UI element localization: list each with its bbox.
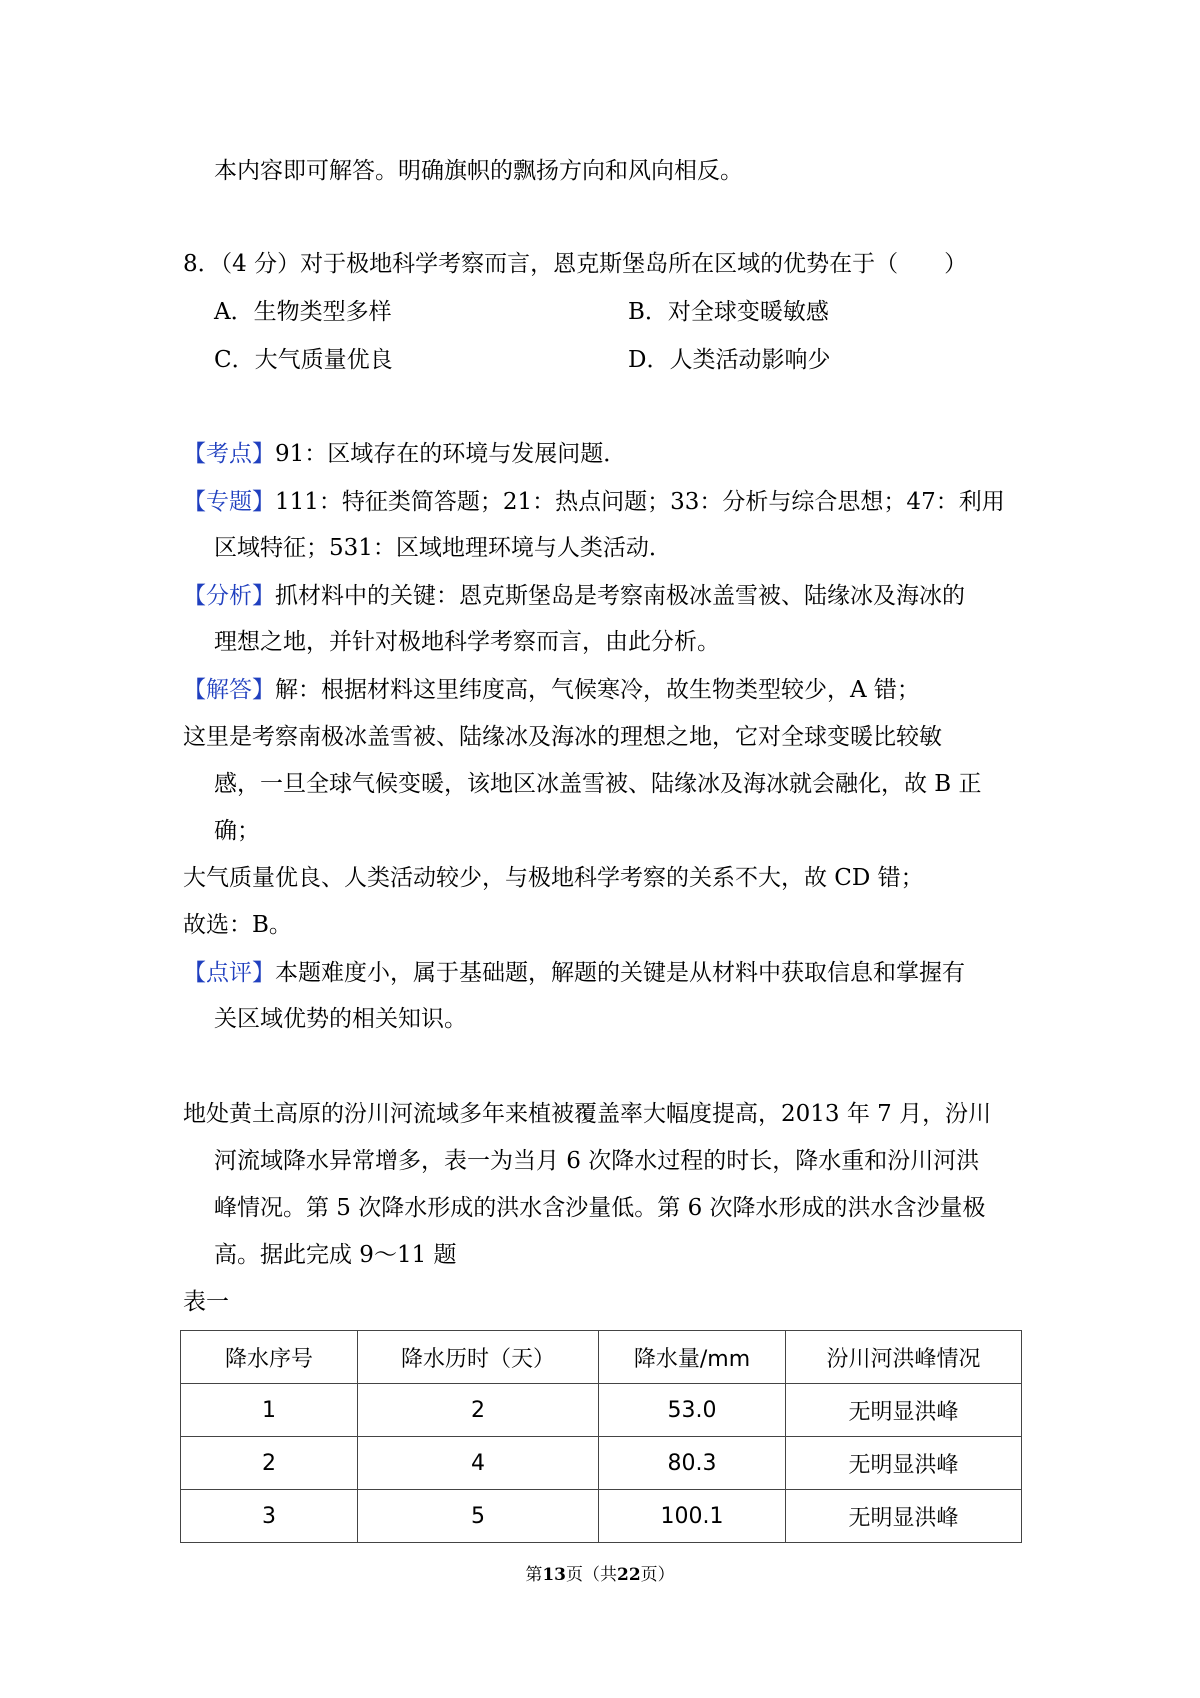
material-line-1: 地处黄土高原的汾川河流域多年来植被覆盖率大幅度提高，2013 年 7 月，汾川 xyxy=(183,1101,992,1127)
jieda-text-1: 解：根据材料这里纬度高，气候寒冷，故生物类型较少，A 错； xyxy=(275,677,920,703)
dianping-line-2: 关区域优势的相关知识。 xyxy=(214,1006,467,1032)
fenxi-line-2: 理想之地，并针对极地科学考察而言，由此分析。 xyxy=(214,629,720,655)
jieda-tag: 【解答】 xyxy=(183,677,275,703)
header-cell: 降水历时（天） xyxy=(358,1331,599,1384)
table-cell: 5 xyxy=(358,1490,599,1543)
zhuanti-line-1 xyxy=(183,487,1005,517)
dianping-text-1: 本题难度小，属于基础题，解题的关键是从材料中获取信息和掌握有 xyxy=(275,960,965,986)
table-cell: 100.1 xyxy=(599,1490,786,1543)
jieda-line-5: 大气质量优良、人类活动较少，与极地科学考察的关系不大，故 CD 错； xyxy=(183,865,924,891)
table-cell: 53.0 xyxy=(599,1384,786,1437)
precipitation-table xyxy=(180,1330,1022,1543)
dianping-tag: 【点评】 xyxy=(183,960,275,986)
question-8: 8．（4 分）对于极地科学考察而言，恩克斯堡岛所在区域的优势在于（ ） xyxy=(183,251,968,277)
header-cell: 汾川河洪峰情况 xyxy=(786,1331,1022,1384)
fenxi-text-1: 抓材料中的关键：恩克斯堡岛是考察南极冰盖雪被、陆缘冰及海冰的 xyxy=(275,583,965,609)
jieda-line-1 xyxy=(183,675,920,705)
table-row xyxy=(181,1384,1022,1437)
table-cell: 无明显洪峰 xyxy=(786,1384,1022,1437)
jieda-line-3: 感，一旦全球气候变暖，该地区冰盖雪被、陆缘冰及海冰就会融化，故 B 正 xyxy=(214,771,982,797)
footer-suffix: 页） xyxy=(640,1565,675,1585)
kaodian-text: 91：区域存在的环境与发展问题． xyxy=(275,441,627,467)
previous-answer-line: 本内容即可解答。明确旗帜的飘扬方向和风向相反。 xyxy=(214,158,743,184)
table-cell: 3 xyxy=(181,1490,358,1543)
footer-middle: 页（共 xyxy=(566,1565,617,1585)
table-row xyxy=(181,1437,1022,1490)
table-cell: 1 xyxy=(181,1384,358,1437)
table-cell: 80.3 xyxy=(599,1437,786,1490)
table-cell: 2 xyxy=(358,1384,599,1437)
jieda-line-4: 确； xyxy=(214,818,260,844)
zhuanti-line-2: 区域特征；531：区域地理环境与人类活动． xyxy=(214,535,672,561)
table-caption: 表一 xyxy=(183,1289,229,1315)
header-cell: 降水序号 xyxy=(181,1331,358,1384)
table-header-row xyxy=(181,1331,1022,1384)
table-cell: 2 xyxy=(181,1437,358,1490)
zhuanti-text-1: 111：特征类简答题；21：热点问题；33：分析与综合思想；47：利用 xyxy=(275,489,1005,515)
table-cell: 无明显洪峰 xyxy=(786,1437,1022,1490)
kaodian-tag: 【考点】 xyxy=(183,441,275,467)
option-b: B．对全球变暖敏感 xyxy=(628,299,829,325)
kaodian-line xyxy=(183,439,626,469)
table-cell: 4 xyxy=(358,1437,599,1490)
option-a: A．生物类型多样 xyxy=(214,299,392,325)
material-line-3: 峰情况。第 5 次降水形成的洪水含沙量低。第 6 次降水形成的洪水含沙量极 xyxy=(214,1195,986,1221)
page-footer xyxy=(0,1560,1200,1585)
header-cell: 降水量/mm xyxy=(599,1331,786,1384)
material-line-4: 高。据此完成 9～11 题 xyxy=(214,1242,457,1268)
fenxi-tag: 【分析】 xyxy=(183,583,275,609)
jieda-line-2: 这里是考察南极冰盖雪被、陆缘冰及海冰的理想之地，它对全球变暖比较敏 xyxy=(183,724,942,750)
jieda-line-6: 故选：B。 xyxy=(183,912,292,938)
dianping-line-1 xyxy=(183,958,965,988)
zhuanti-tag: 【专题】 xyxy=(183,489,275,515)
option-c: C．大气质量优良 xyxy=(214,347,393,373)
footer-page-number: 13 xyxy=(542,1565,566,1585)
option-d: D．人类活动影响少 xyxy=(628,347,831,373)
table-row xyxy=(181,1490,1022,1543)
footer-prefix: 第 xyxy=(525,1565,543,1585)
table-cell: 无明显洪峰 xyxy=(786,1490,1022,1543)
footer-total-pages: 22 xyxy=(617,1565,641,1585)
fenxi-line-1 xyxy=(183,581,965,611)
material-line-2: 河流域降水异常增多，表一为当月 6 次降水过程的时长，降水重和汾川河洪 xyxy=(214,1148,980,1174)
